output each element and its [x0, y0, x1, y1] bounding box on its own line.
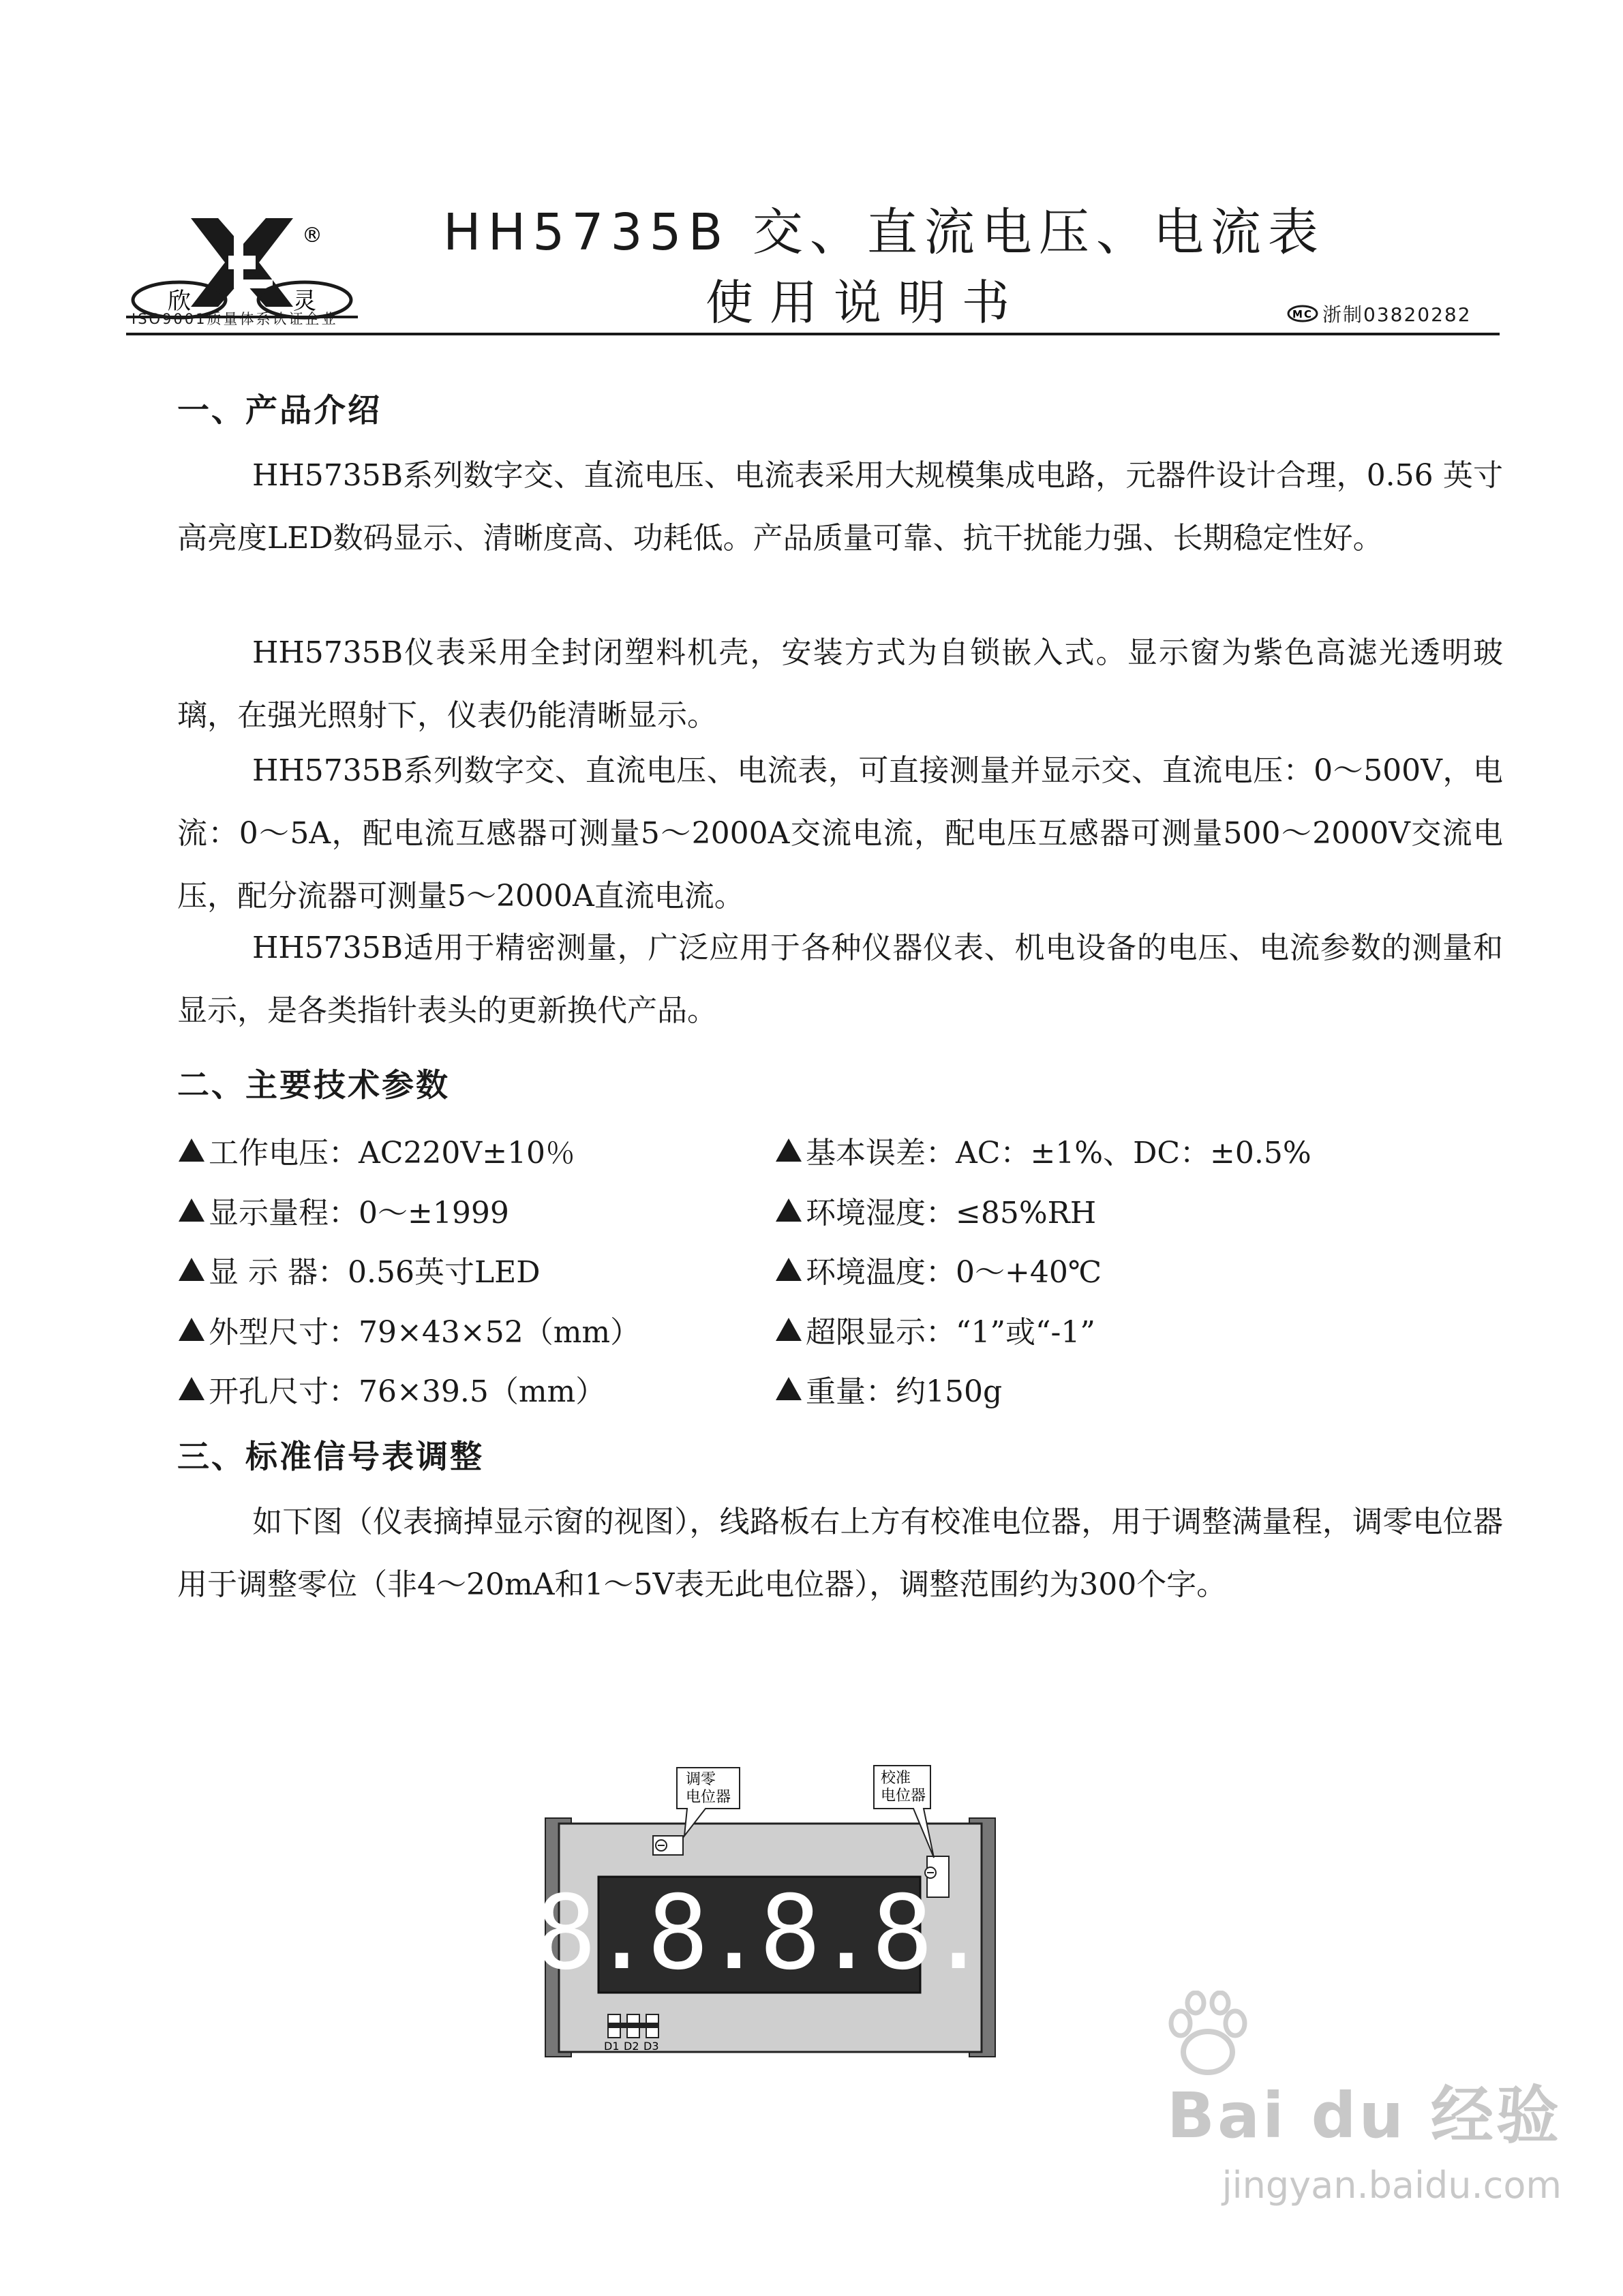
led-digits: 8.8.8.8. — [534, 1874, 984, 1993]
section3-para — [177, 1491, 1503, 1616]
section3-heading: 三、标准信号表调整 — [177, 1438, 484, 1476]
meter-pcb-diagram — [532, 1755, 1009, 2096]
section1-para-2 — [177, 622, 1503, 747]
brand-left-char: 欣 — [168, 288, 191, 315]
spec-left-2 — [179, 1188, 509, 1232]
spec-text: 显示量程：0～±1999 — [209, 1196, 509, 1230]
spec-text: 环境湿度：≤85%RH — [806, 1196, 1097, 1230]
triangle-bullet-icon — [179, 1198, 204, 1222]
cal-pot-label-2: 电位器 — [881, 1787, 926, 1804]
section1-para-1 — [177, 444, 1503, 570]
triangle-bullet-icon — [179, 1318, 204, 1341]
spec-left-5 — [179, 1367, 605, 1410]
watermark-url: jingyan.baidu.com — [1222, 2164, 1562, 2207]
license-number: 浙制03820282 — [1322, 303, 1472, 326]
triangle-bullet-icon — [776, 1258, 802, 1281]
para-text: 如下图（仪表摘掉显示窗的视图），线路板右上方有校准电位器，用于调整满量程，调零电位器用于调整零位（非4～20mA和1～5V表无此电位器），调整范围约为300个字。 — [177, 1505, 1503, 1602]
license-mark: MC — [1292, 308, 1313, 320]
header-divider — [126, 333, 1500, 335]
spec-right-5 — [776, 1367, 1002, 1410]
zero-pot-label-1: 调零 — [686, 1771, 716, 1788]
watermark-brand: Bai du 经验 — [1166, 2079, 1562, 2152]
triangle-bullet-icon — [179, 1258, 204, 1281]
spec-text: 显 示 器：0.56英寸LED — [209, 1255, 541, 1290]
spec-right-3 — [776, 1248, 1102, 1291]
triangle-bullet-icon — [776, 1318, 802, 1341]
section1-para-4 — [177, 917, 1503, 1042]
section1-heading: 一、产品介绍 — [177, 392, 382, 429]
cal-pot-label-1: 校准 — [881, 1770, 911, 1787]
spec-left-4 — [179, 1308, 640, 1351]
spec-right-4 — [776, 1308, 1095, 1351]
led-label-d3: D3 — [643, 2040, 659, 2053]
brand-right-char: 灵 — [293, 288, 316, 315]
triangle-bullet-icon — [179, 1377, 204, 1400]
para-text: HH5735B仪表采用全封闭塑料机壳，安装方式为自锁嵌入式。显示窗为紫色高滤光透明玻璃，在强光照射下，仪表仍能清晰显示。 — [177, 635, 1503, 733]
spec-text: 外型尺寸：79×43×52（mm） — [209, 1315, 641, 1350]
spec-text: 超限显示：“1”或“-1” — [806, 1315, 1095, 1350]
license-info — [1287, 300, 1472, 327]
spec-text: 开孔尺寸：76×39.5（mm） — [209, 1374, 606, 1409]
section2-heading: 二、主要技术参数 — [177, 1067, 450, 1104]
para-text: HH5735B适用于精密测量，广泛应用于各种仪器仪表、机电设备的电压、电流参数的测量和显示，是各类指针表头的更新换代产品。 — [177, 931, 1503, 1028]
iso-certification: ISO9001质量体系认证企业 — [132, 311, 338, 327]
para-text: HH5735B系列数字交、直流电压、电流表，可直接测量并显示交、直流电压：0～500V，电流：0～5A，配电流互感器可测量5～2000A交流电流，配电压互感器可测量500～2000V交流电压，配分流器可测量5～2000A直流电流。 — [177, 753, 1503, 913]
spec-text: 环境温度：0～+40℃ — [806, 1255, 1102, 1290]
baidu-watermark — [1167, 2066, 1562, 2207]
zero-pot-label-2: 电位器 — [686, 1789, 731, 1806]
led-label-d1: D1 — [604, 2040, 620, 2053]
spec-right-2 — [776, 1188, 1096, 1232]
spec-text: 工作电压：AC220V±10％ — [209, 1136, 576, 1170]
spec-text: 重量：约150g — [806, 1374, 1003, 1409]
para-text: HH5735B系列数字交、直流电压、电流表采用大规模集成电路，元器件设计合理，0.56 英寸高亮度LED数码显示、清晰度高、功耗低。产品质量可靠、抗干扰能力强、长期稳定性好。 — [177, 458, 1503, 556]
triangle-bullet-icon — [776, 1377, 802, 1400]
document-subtitle: 使用说明书 — [706, 275, 1026, 331]
spec-text: 基本误差：AC：±1%、DC：±0.5% — [806, 1136, 1311, 1170]
triangle-bullet-icon — [776, 1198, 802, 1222]
spec-left-3 — [179, 1248, 541, 1291]
paw-icon — [1160, 1991, 1256, 2079]
led-label-d2: D2 — [624, 2040, 639, 2053]
triangle-bullet-icon — [179, 1138, 204, 1162]
cmc-mark-icon — [1287, 305, 1318, 322]
spec-right-1 — [776, 1128, 1311, 1172]
document-title: HH5735B 交、直流电压、电流表 — [443, 203, 1325, 262]
spec-left-1 — [179, 1128, 575, 1172]
triangle-bullet-icon — [776, 1138, 802, 1162]
section1-para-3 — [177, 740, 1503, 928]
registered-mark: ® — [302, 224, 322, 247]
